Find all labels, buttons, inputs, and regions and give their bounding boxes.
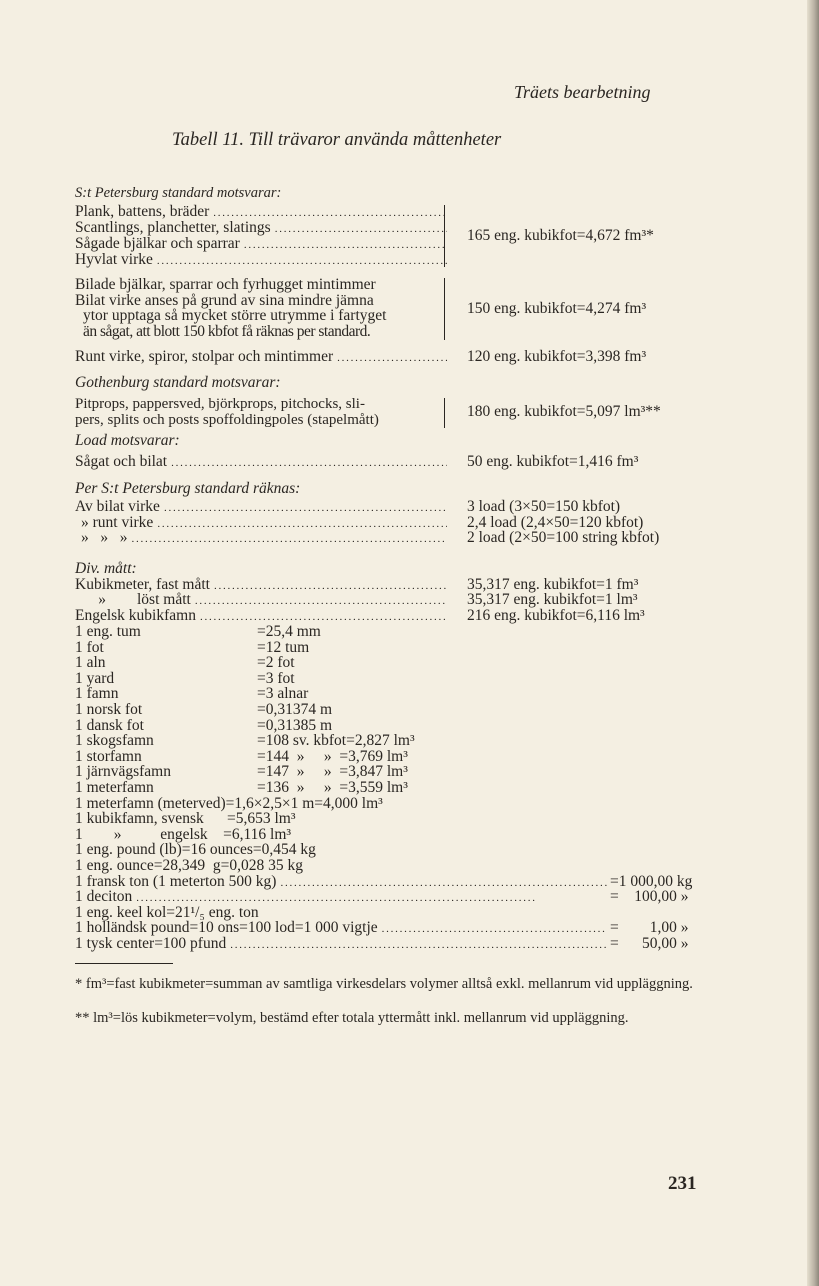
list-item: Engelsk kubikfamn . . . — [75, 608, 447, 625]
list-item: » » » . . . — [75, 530, 447, 547]
unit-row: 1 eng. ounce=28,349 g=0,028 35 kg — [75, 857, 303, 874]
unit-row: 1 famn =3 alnar — [75, 685, 309, 703]
list-item: än sågat, att blott 150 kbfot få räknas per standard. — [83, 323, 371, 340]
unit-row: 1 storfamn =144 » » =3,769 lm³ — [75, 747, 408, 765]
unit-row: 1 tysk center=100 pfund . . . — [75, 936, 607, 953]
value: = 1,00 » — [610, 919, 689, 937]
unit-row: 1 fot =12 tum — [75, 638, 310, 656]
unit-row: 1 eng. tum =25,4 mm — [75, 623, 321, 640]
value: 2,4 load (2,4×50=120 kbfot) — [467, 514, 644, 531]
value: =1 000,00 kg — [610, 872, 693, 890]
unit-row: 1 holländsk pound=10 ons=100 lod=1 000 vigtje . . . — [75, 920, 607, 937]
unit-row: 1 deciton . . . — [75, 889, 607, 906]
unit-row: 1 eng. keel kol=21¹/₅ eng. ton — [75, 903, 259, 921]
footnote: * fm³=fast kubikmeter=summan av samtliga virkesdelars volymer alltså exkl. mellanrum vid uppläggning. — [75, 976, 693, 992]
value: 216 eng. kubikfot=6,116 lm³ — [467, 607, 645, 624]
value: 3 load (3×50=150 kbfot) — [467, 498, 621, 515]
brace — [440, 278, 445, 340]
list-item: Sågat och bilat . . . — [75, 454, 447, 471]
list-item: Av bilat virke . . . — [75, 499, 447, 516]
running-title: Träets bearbetning — [514, 82, 651, 102]
list-item: Plank, battens, bräder . . . — [75, 204, 447, 221]
unit-row: 1 dansk fot =0,31385 m — [75, 716, 333, 734]
unit-row: 1 fransk ton (1 meterton 500 kg) . . . — [75, 874, 607, 891]
section-heading: Load motsvarar: — [75, 432, 180, 449]
unit-row: 1 yard =3 fot — [75, 669, 295, 687]
page-edge — [807, 0, 819, 1286]
brace — [440, 205, 445, 267]
value: 150 eng. kubikfot=4,274 fm³ — [467, 300, 647, 317]
list-item: Bilat virke anses på grund av sina mindre jämna — [75, 292, 374, 309]
value: = 50,00 » — [610, 935, 689, 952]
table-title: Tabell 11. Till trävaror använda måttenheter — [172, 130, 502, 150]
brace — [440, 398, 445, 428]
list-item: Bilade bjälkar, sparrar och fyrhugget mintimmer — [75, 276, 376, 293]
section-heading: Gothenburg standard motsvarar: — [75, 374, 281, 391]
value: 35,317 eng. kubikfot=1 fm³ — [467, 576, 639, 593]
list-item: Scantlings, planchetter, slatings . . . — [75, 220, 447, 237]
unit-row: 1 norsk fot =0,31374 m — [75, 701, 333, 718]
unit-row: 1 kubikfamn, svensk =5,653 lm³ — [75, 810, 296, 828]
list-item: pers, splits och posts spoffoldingpoles (stapelmått) — [75, 412, 379, 428]
unit-row: 1 järnvägsfamn =147 » » =3,847 lm³ — [75, 763, 408, 781]
value: 165 eng. kubikfot=4,672 fm³* — [467, 227, 654, 244]
unit-row: 1 meterfamn =136 » » =3,559 lm³ — [75, 779, 408, 796]
value: 180 eng. kubikfot=5,097 lm³** — [467, 403, 661, 420]
section-heading: S:t Petersburg standard motsvarar: — [75, 185, 282, 201]
unit-row: 1 skogsfamn =108 sv. kbfot=2,827 lm³ — [75, 732, 415, 750]
unit-row: 1 eng. pound (lb)=16 ounces=0,454 kg — [75, 841, 316, 859]
footnote: ** lm³=lös kubikmeter=volym, bestämd efter totala yttermått inkl. mellanrum vid uppläggning. — [75, 1010, 629, 1026]
list-item: Hyvlat virke . . . — [75, 252, 447, 269]
list-item: Runt virke, spiror, stolpar och mintimmer . . . — [75, 349, 447, 366]
unit-row: 1 meterfamn (meterved)=1,6×2,5×1 m=4,000 lm³ — [75, 794, 383, 812]
value: 35,317 eng. kubikfot=1 lm³ — [467, 591, 638, 608]
list-item: Kubikmeter, fast mått . . . — [75, 577, 447, 594]
section-heading: Per S:t Petersburg standard räknas: — [75, 480, 301, 497]
list-item: » löst mått . . . — [75, 592, 447, 609]
unit-row: 1 aln =2 fot — [75, 654, 295, 672]
list-item: » runt virke . . . — [75, 515, 447, 532]
list-item: Pitprops, pappersved, björkprops, pitchocks, sli- — [75, 396, 365, 412]
unit-row: 1 » engelsk =6,116 lm³ — [75, 825, 292, 843]
page-number: 231 — [668, 1173, 697, 1194]
value: 2 load (2×50=100 string kbfot) — [467, 529, 660, 546]
value: 50 eng. kubikfot=1,416 fm³ — [467, 453, 639, 470]
list-item: ytor upptaga så mycket större utrymme i fartyget — [83, 307, 387, 324]
value: 120 eng. kubikfot=3,398 fm³ — [467, 348, 647, 365]
list-item: Sågade bjälkar och sparrar . . . — [75, 236, 447, 253]
value: = 100,00 » — [610, 888, 689, 906]
section-heading: Div. mått: — [75, 560, 137, 577]
footnote-rule — [75, 963, 173, 964]
